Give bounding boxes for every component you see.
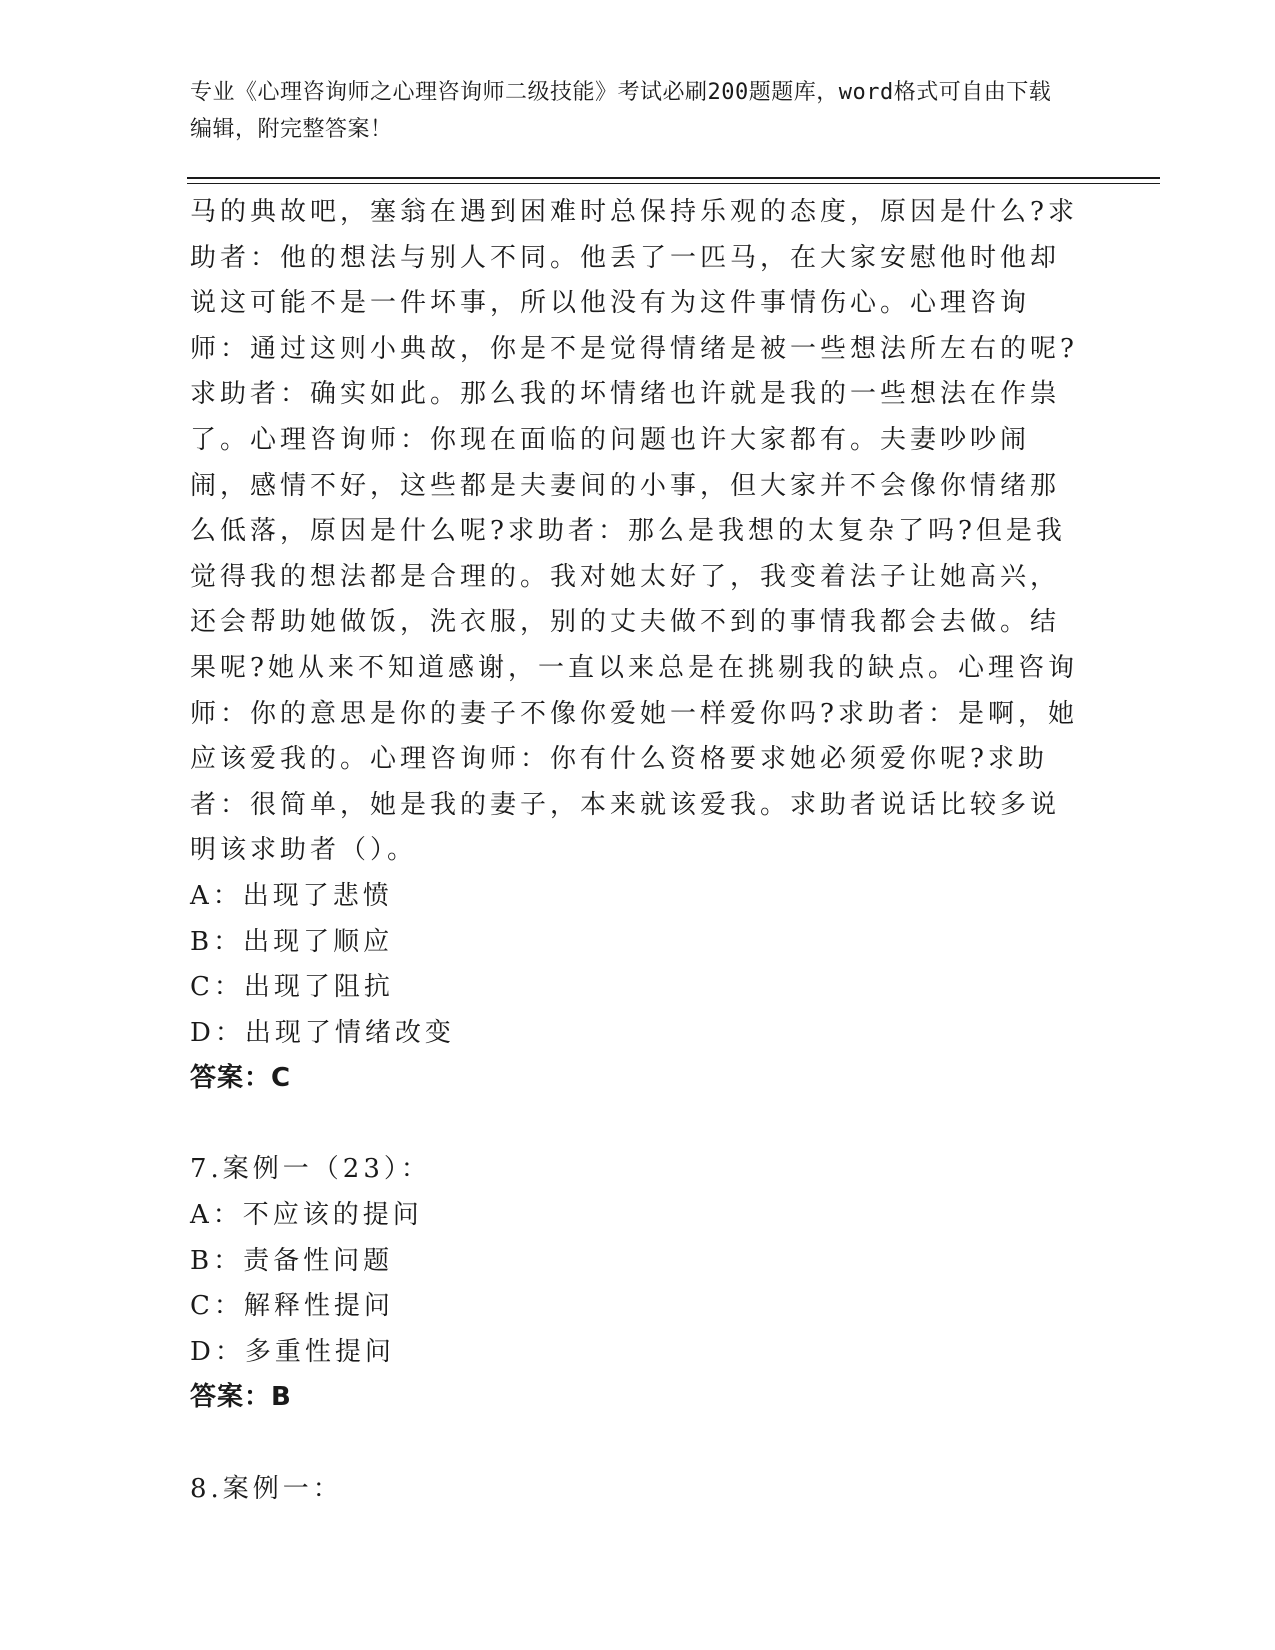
question-7-answer: 答案：B (190, 1382, 292, 1413)
question-8-stem: 8.案例一： (190, 1473, 343, 1504)
question-6-option-d: D：出现了情绪改变 (190, 1017, 455, 1048)
question-6-text: 马的典故吧，塞翁在遇到困难时总保持乐观的态度，原因是什么?求助者：他的想法与别人不同。他丢了一匹马，在大家安慰他时他却说这可能不是一件坏事，所以他没有为这件事情伤心。心理咨询师：通过这则小典故，你是不是觉得情绪是被一些想法所左右的呢?求助者：确实如此。那么我的坏情绪也许就是我的一些想法在作祟了。心理咨询师：你现在面临的问题也许大家都有。夫妻吵吵闹闹，感情不好，这些都是夫妻间的小事，但大家并不会像你情绪那么低落，原因是什么呢?求助者：那么是我想的太复杂了吗?但是我觉得我的想法都是合理的。我对她太好了，我变着法子让她高兴，还会帮助她做饭，洗衣服，别的丈夫做不到的事情我都会去做。结果呢?她从来不知道感谢，一直以来总是在挑剔我的缺点。心理咨询师：你的意思是你的妻子不像你爱她一样爱你吗?求助者：是啊，她应该爱我的。心理咨询师：你有什么资格要求她必须爱你呢?求助者：很简单，她是我的妻子，本来就该爱我。求助者说话比较多说明该求助者（）。 (190, 197, 1078, 866)
question-7-option-d: D：多重性提问 (190, 1336, 395, 1367)
question-6-option-b: B：出现了顺应 (190, 926, 394, 957)
header-title: 专业《心理咨询师之心理咨询师二级技能》考试必刷200题题库，word格式可自由下载编辑，附完整答案！ (190, 80, 1052, 142)
main-content (190, 190, 1080, 1512)
section-spacer (190, 1421, 1080, 1467)
header-rule-thick (187, 177, 1160, 179)
question-6-answer: 答案：C (190, 1063, 292, 1094)
question-6-option-c: C：出现了阻抗 (190, 972, 394, 1003)
section-spacer (190, 1102, 1080, 1148)
question-7-stem: 7.案例一（23）： (190, 1154, 431, 1185)
question-7-option-a: A：不应该的提问 (190, 1200, 423, 1231)
question-7-option-b: B：责备性问题 (190, 1245, 394, 1276)
header-rule-thin (187, 183, 1160, 184)
page-header (190, 74, 1070, 148)
question-6-option-a: A：出现了悲愤 (190, 880, 393, 911)
question-7-option-c: C：解释性提问 (190, 1291, 394, 1322)
